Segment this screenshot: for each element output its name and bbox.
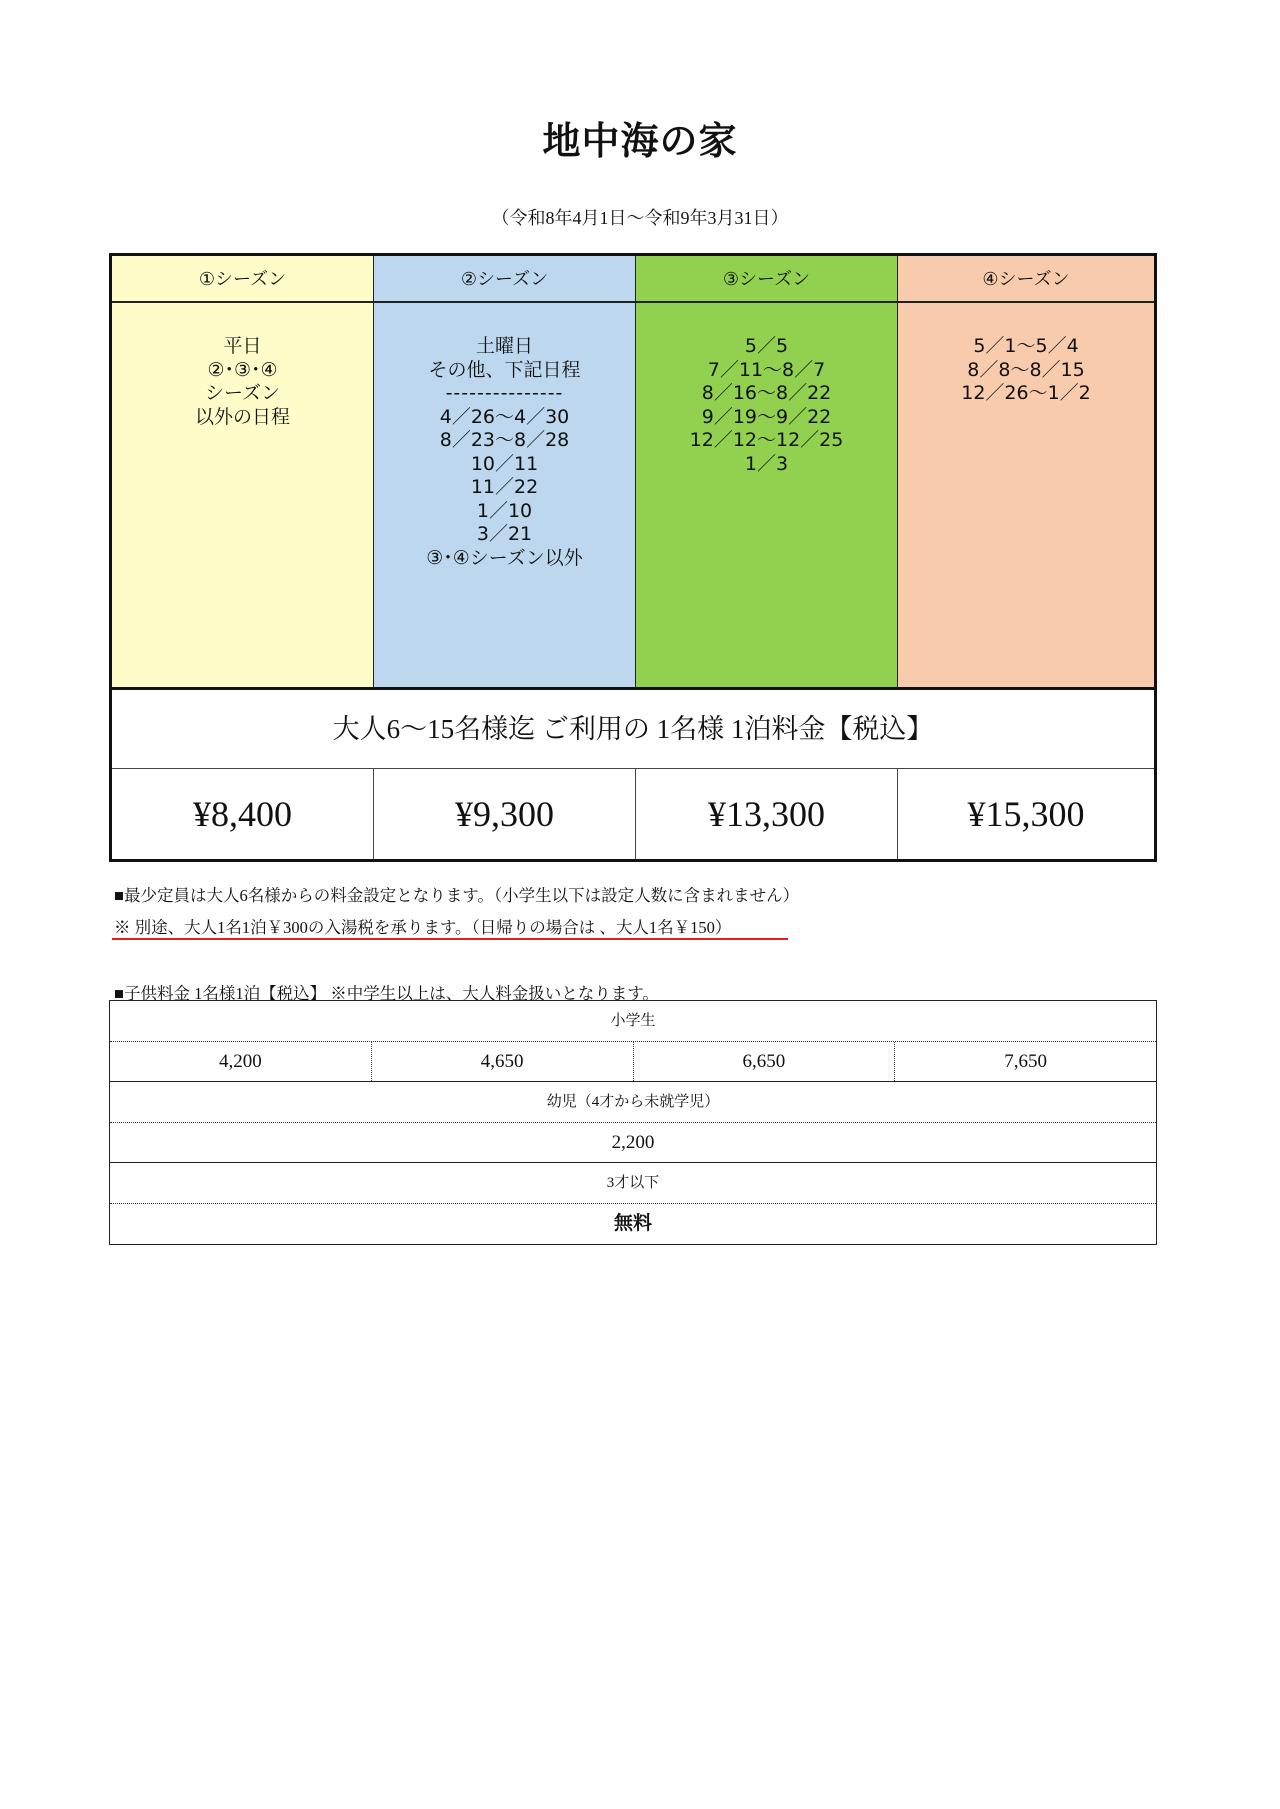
preschool-label: 幼児（4才から未就学児）	[110, 1082, 1156, 1123]
date-line: 土曜日	[475, 335, 533, 357]
date-line: 12／12～12／25	[689, 429, 844, 451]
season-4-header: ④シーズン	[898, 256, 1154, 303]
adult-price-row	[112, 769, 1154, 859]
date-line: 平日	[223, 335, 262, 357]
season-header-row	[112, 256, 1154, 303]
red-underline	[112, 938, 788, 940]
date-line: 8／23～8／28	[439, 429, 570, 451]
season-3-header: ③シーズン	[636, 256, 898, 303]
season-2-price: ¥9,300	[374, 769, 636, 859]
child-price-table	[109, 1000, 1157, 1245]
season-1-dates	[112, 303, 374, 687]
date-line: 8／16～8／22	[701, 382, 832, 404]
elementary-price-season-3: 6,650	[634, 1042, 896, 1081]
date-line: 以外の日程	[194, 405, 290, 428]
elementary-price-season-4: 7,650	[1004, 1051, 1047, 1072]
date-line: 3／21	[476, 523, 533, 545]
preschool-price: 2,200	[110, 1123, 1156, 1163]
bath-tax-note: ※ 別途、大人1名1泊￥300の入湯税を承ります。（日帰りの場合は 、大人1名￥150）	[114, 918, 732, 937]
date-line: その他、下記日程	[428, 358, 581, 381]
adult-price-label: 大人6～15名様迄 ご利用の 1名様 1泊料金【税込】	[112, 687, 1154, 769]
date-line: ③･④シーズン以外	[426, 546, 583, 569]
date-line: 12／26～1／2	[961, 382, 1091, 404]
elementary-price-season-1: 4,200	[110, 1042, 372, 1081]
date-line: シーズン	[204, 382, 281, 404]
date-line: 5／1～5／4	[973, 335, 1079, 357]
date-line: 4／26～4／30	[439, 405, 570, 428]
date-line: 10／11	[470, 452, 539, 475]
season-dates-row	[112, 303, 1154, 687]
date-line: ②･③･④	[207, 358, 278, 381]
season-4-dates	[898, 303, 1154, 687]
season-3-price: ¥13,300	[636, 769, 898, 859]
season-1-header: ①シーズン	[112, 256, 374, 303]
validity-period: （令和8年4月1日～令和9年3月31日）	[491, 208, 789, 228]
elementary-price-row	[110, 1042, 1156, 1082]
season-price-table	[109, 253, 1157, 862]
toddler-price: 無料	[613, 1213, 652, 1234]
date-line: 9／19～9／22	[701, 405, 832, 428]
elementary-label: 小学生	[110, 1001, 1156, 1042]
child-pricing-header: ■子供料金 1名様1泊【税込】 ※中学生以上は、大人料金扱いとなります。	[114, 984, 659, 1003]
page-title: 地中海の家	[542, 121, 738, 163]
date-line: 1／3	[744, 452, 789, 475]
divider-dashes: ---------------	[445, 382, 564, 404]
date-line: 11／22	[470, 476, 539, 498]
toddler-label: 3才以下	[110, 1163, 1156, 1204]
date-line: 1／10	[476, 499, 533, 522]
season-2-dates	[374, 303, 636, 687]
date-line: 5／5	[744, 335, 789, 357]
elementary-price-season-2: 4,650	[372, 1042, 634, 1081]
season-2-header: ②シーズン	[374, 256, 636, 303]
min-guests-note: ■最少定員は大人6名様からの料金設定となります。（小学生以下は設定人数に含まれません）	[114, 886, 800, 905]
date-line: 8／8～8／15	[967, 358, 1085, 381]
season-4-price: ¥15,300	[898, 769, 1154, 859]
date-line: 7／11～8／7	[707, 358, 826, 381]
season-1-price: ¥8,400	[112, 769, 374, 859]
season-3-dates	[636, 303, 898, 687]
